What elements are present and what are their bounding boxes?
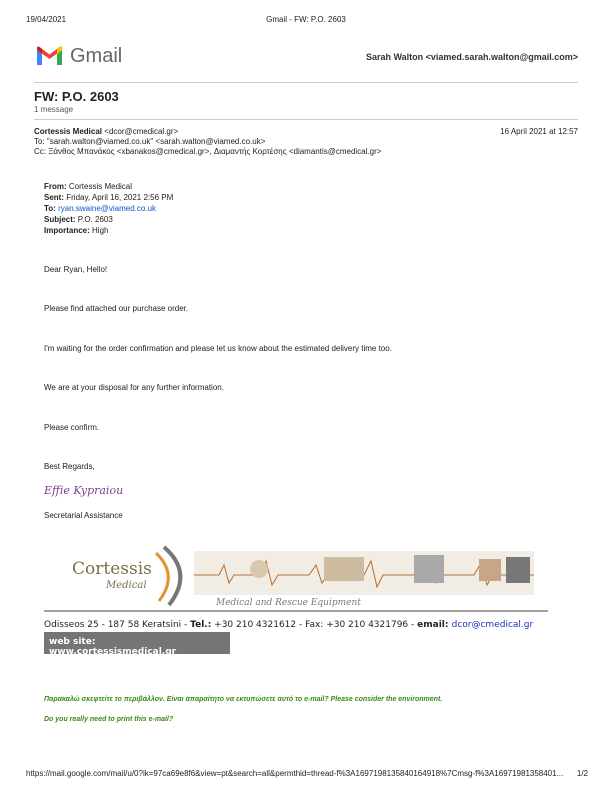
sender-line — [34, 127, 178, 137]
fwd-importance-label: Importance: — [44, 226, 90, 235]
message-date: 16 April 2021 at 12:57 — [500, 127, 578, 136]
environment-note: Παρακαλώ σκεφτείτε το περιβάλλον. Είναι απαραίτητο να εκτυπώσετε αυτό το e-mail? Please consider the environment. — [44, 696, 443, 703]
environment-question: Do you really need to print this e-mail? — [44, 716, 174, 723]
fwd-sent-row — [44, 192, 173, 203]
sender-name: Cortessis Medical — [34, 127, 103, 136]
website-bar[interactable]: web site: www.cortessismedical.gr — [44, 632, 230, 654]
fwd-importance-value: High — [92, 226, 109, 235]
fwd-to-row — [44, 203, 173, 214]
contact-line — [44, 620, 533, 630]
closing: Best Regards, — [44, 462, 95, 471]
fwd-to-label: To: — [44, 204, 56, 213]
thread-divider — [34, 119, 578, 120]
greeting: Dear Ryan, Hello! — [44, 265, 108, 274]
sender-email: <dcor@cmedical.gr> — [104, 127, 179, 136]
fwd-to-link[interactable]: ryan.swaine@viamed.co.uk — [58, 204, 157, 213]
fwd-from-row — [44, 181, 173, 192]
cc-line: Cc: Ξάνθος Μπανάκος <xbanakos@cmedical.gr>, Διαμαντής Κορτέσης <diamantis@cmedical.gr> — [34, 147, 382, 156]
header-divider — [34, 82, 578, 83]
fwd-subject-row — [44, 214, 173, 225]
fwd-importance-row — [44, 225, 173, 236]
banner-tagline: Medical and Rescue Equipment — [216, 598, 361, 608]
print-footer-page: 1/2 — [576, 769, 588, 778]
body-paragraph-3: We are at your disposal for any further information. — [44, 383, 224, 392]
contact-tel-fax: +30 210 4321612 - Fax: +30 210 4321796 - — [211, 620, 418, 630]
print-date: 19/04/2021 — [26, 15, 67, 24]
body-paragraph-4: Please confirm. — [44, 423, 100, 432]
contact-email-label: email: — [417, 620, 452, 630]
to-line: To: "sarah.walton@viamed.co.uk" <sarah.walton@viamed.co.uk> — [34, 137, 266, 146]
banner-company-sub: Medical — [106, 580, 147, 591]
fwd-from-label: From: — [44, 182, 67, 191]
signature-role: Secretarial Assistance — [44, 511, 123, 520]
print-title: Gmail - FW: P.O. 2603 — [266, 15, 346, 24]
company-banner — [44, 543, 548, 613]
forwarded-header — [44, 181, 173, 236]
fwd-subject-value: P.O. 2603 — [77, 215, 113, 224]
contact-tel-label: Tel.: — [190, 620, 212, 630]
contact-address: Odisseos 25 - 187 58 Keratsini - — [44, 620, 191, 630]
print-footer-url: https://mail.google.com/mail/u/0?ik=97ca69e8f6&view=pt&search=all&permthid=thread-f%3A1697198135840164918%7Cmsg-f%3A16971981358401... — [26, 769, 564, 778]
fwd-sent-label: Sent: — [44, 193, 64, 202]
gmail-logo — [36, 44, 124, 68]
account-label: Sarah Walton <viamed.sarah.walton@gmail.com> — [365, 52, 578, 62]
body-paragraph-1: Please find attached our purchase order. — [44, 304, 189, 313]
fwd-sent-value: Friday, April 16, 2021 2:56 PM — [66, 193, 174, 202]
gmail-wordmark: Gmail — [70, 45, 123, 67]
body-paragraph-2: I'm waiting for the order confirmation and please let us know about the estimated delivery time too. — [44, 344, 392, 353]
fwd-subject-label: Subject: — [44, 215, 76, 224]
banner-company-name: Cortessis — [72, 559, 152, 579]
contact-email-link[interactable]: dcor@cmedical.gr — [451, 620, 534, 630]
thread-subject: FW: P.O. 2603 — [34, 89, 119, 104]
fwd-from-value: Cortessis Medical — [68, 182, 133, 191]
signature: Effie Kypraiou — [44, 484, 124, 497]
message-count: 1 message — [34, 105, 74, 114]
gmail-m-icon — [36, 46, 63, 66]
